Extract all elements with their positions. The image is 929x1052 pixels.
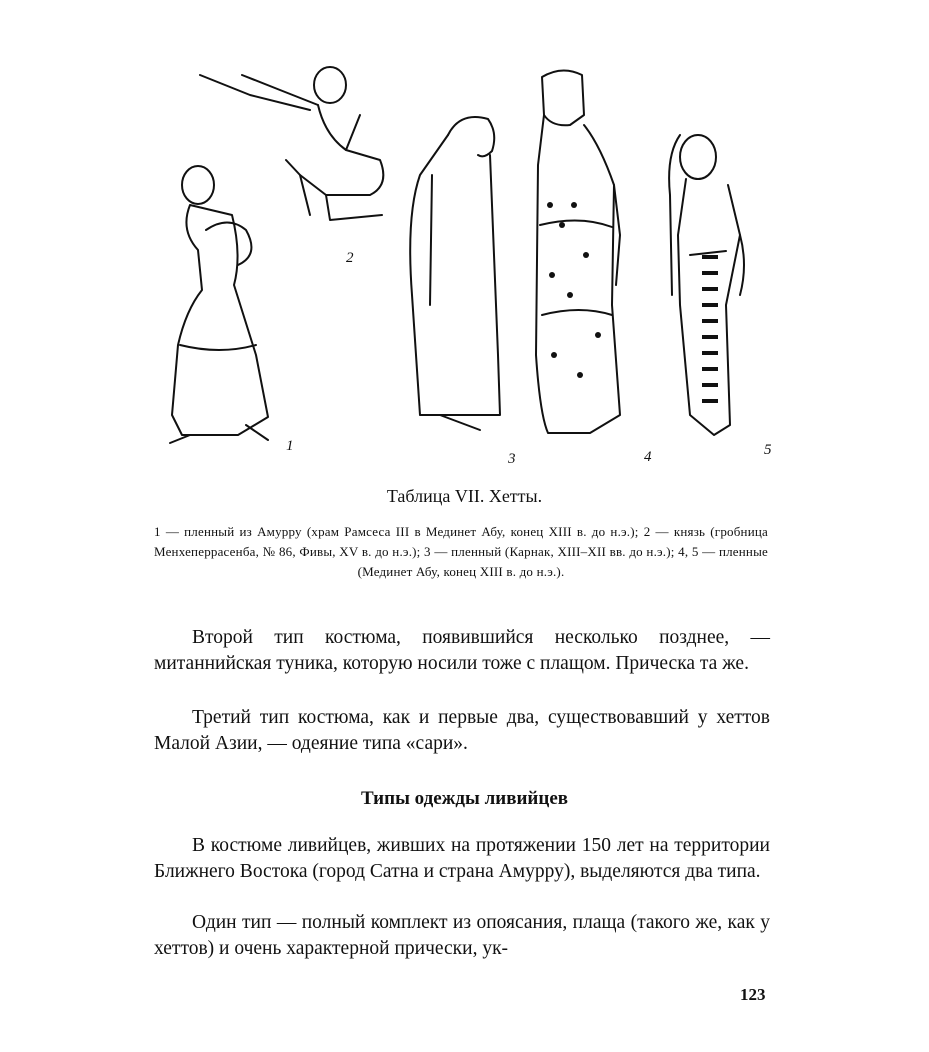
body-paragraph-3 bbox=[154, 833, 770, 884]
figure-4-captive bbox=[536, 70, 620, 433]
body-paragraph-2 bbox=[154, 705, 770, 756]
page-number: 123 bbox=[740, 985, 766, 1004]
figure-label-2: 2 bbox=[346, 250, 354, 266]
paragraph-text: Второй тип костюма, появившийся несколько позднее, — митаннийская туника, которую носили тоже с плащом. Прическа та же. bbox=[154, 627, 770, 674]
figure-2-prince bbox=[200, 67, 383, 220]
section-heading: Типы одежды ливийцев bbox=[360, 788, 569, 809]
figure-label-1: 1 bbox=[286, 438, 294, 454]
figure-1-captive bbox=[170, 166, 268, 443]
costume-illustrations bbox=[150, 55, 790, 475]
body-paragraph-1 bbox=[154, 625, 770, 676]
paragraph-text: Третий тип костюма, как и первые два, существовавший у хеттов Малой Азии, — одеяние типа «сари». bbox=[154, 707, 770, 754]
figure-label-3: 3 bbox=[508, 451, 516, 467]
paragraph-text: Один тип — полный комплект из опоясания, плаща (такого же, как у хеттов) и очень характерной прически, ук- bbox=[154, 912, 770, 959]
paragraph-text: В костюме ливийцев, живших на протяжении 150 лет на территории Ближнего Востока (город Сатна и страна Амурру), выделяются два типа. bbox=[154, 835, 770, 882]
figure-caption-body: 1 — пленный из Амурру (храм Рамсеса III в Мединет Абу, конец XIII в. до н.э.); 2 — князь (гробница Менхеперрасенба, № 86, Фивы, XV в. до н.э.); 3 — пленный (Карнак, XIII–XII вв. до н.э.); 4, 5 — пленные (Мединет Абу, конец XIII в. до н.э.). bbox=[154, 524, 768, 579]
body-paragraph-4 bbox=[154, 910, 770, 961]
figure-caption-text bbox=[154, 522, 768, 582]
figure-5-captive bbox=[669, 135, 744, 435]
figure-label-4: 4 bbox=[644, 449, 652, 465]
figure-label-5: 5 bbox=[764, 442, 772, 458]
figure-plate bbox=[150, 55, 790, 475]
figure-3-captive bbox=[410, 117, 500, 430]
figure-caption-title: Таблица VII. Хетты. bbox=[386, 486, 543, 506]
